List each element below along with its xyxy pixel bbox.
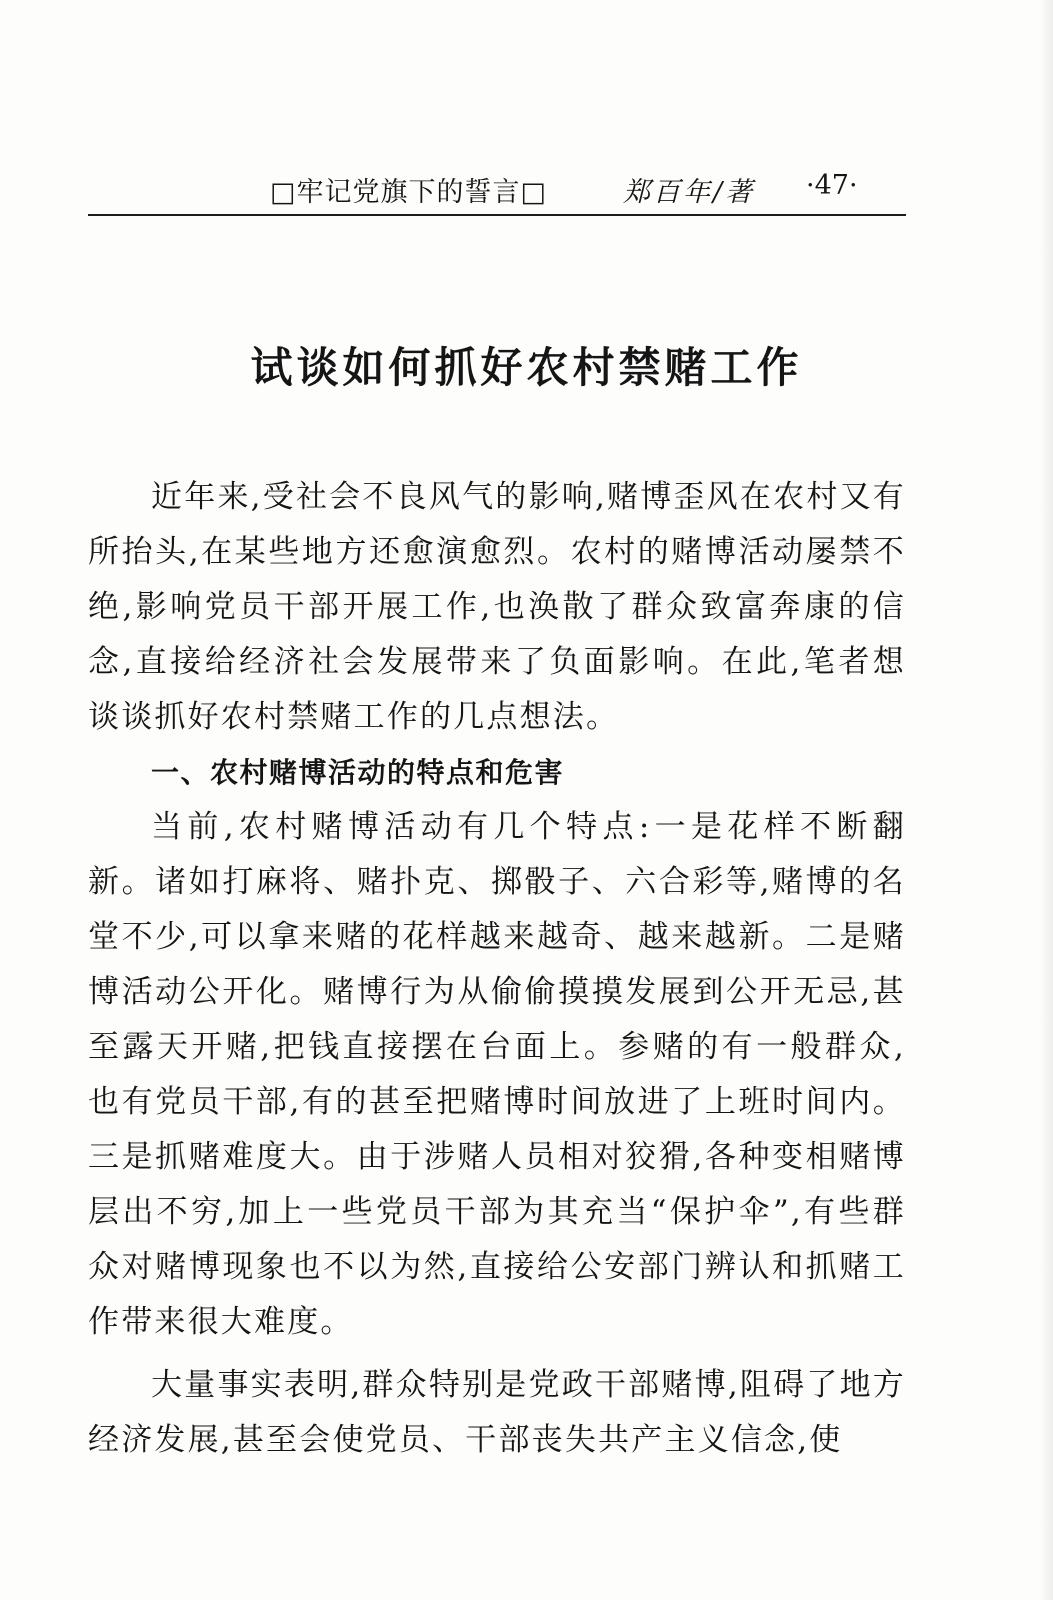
- author-credit: 郑百年/著: [623, 177, 756, 208]
- page-number: ·47·: [806, 170, 858, 201]
- article-title: 试谈如何抓好农村禁赌工作: [250, 343, 803, 392]
- running-header: [88, 170, 906, 214]
- intro-paragraph: 近年来,受社会不良风气的影响,赌博歪风在农村又有所抬头,在某些地方还愈演愈烈。农村的赌博活动屡禁不绝,影响党员干部开展工作,也涣散了群众致富奔康的信念,直接给经济社会发展带来了负面影响。在此,笔者想谈谈抓好农村禁赌工作的几点想法。: [88, 479, 906, 735]
- body-paragraph: 大量事实表明,群众特别是党政干部赌博,阻碍了地方经济发展,甚至会使党员、干部丧失共产主义信念,使: [88, 1367, 906, 1458]
- body-paragraph: 当前,农村赌博活动有几个特点:一是花样不断翻新。诸如打麻将、赌扑克、掷骰子、六合彩等,赌博的名堂不少,可以拿来赌的花样越来越奇、越来越新。二是赌博活动公开化。赌博行为从偷偷摸摸发展到公开无忌,甚至露天开赌,把钱直接摆在台面上。参赌的有一般群众,也有党员干部,有的甚至把赌博时间放进了上班时间内。三是抓赌难度大。由于涉赌人员相对狡猾,各种变相赌博层出不穷,加上一些党员干部为其充当“保护伞”,有些群众对赌博现象也不以为然,直接给公安部门辨认和抓赌工作带来很大难度。: [88, 809, 906, 1340]
- header-divider: [88, 214, 906, 216]
- series-title: □牢记党旗下的誓言□: [270, 177, 548, 208]
- article-body: [88, 470, 906, 1468]
- scan-edge-shadow: [1039, 0, 1053, 1600]
- section-heading: 一、农村赌博活动的特点和危害: [151, 756, 565, 789]
